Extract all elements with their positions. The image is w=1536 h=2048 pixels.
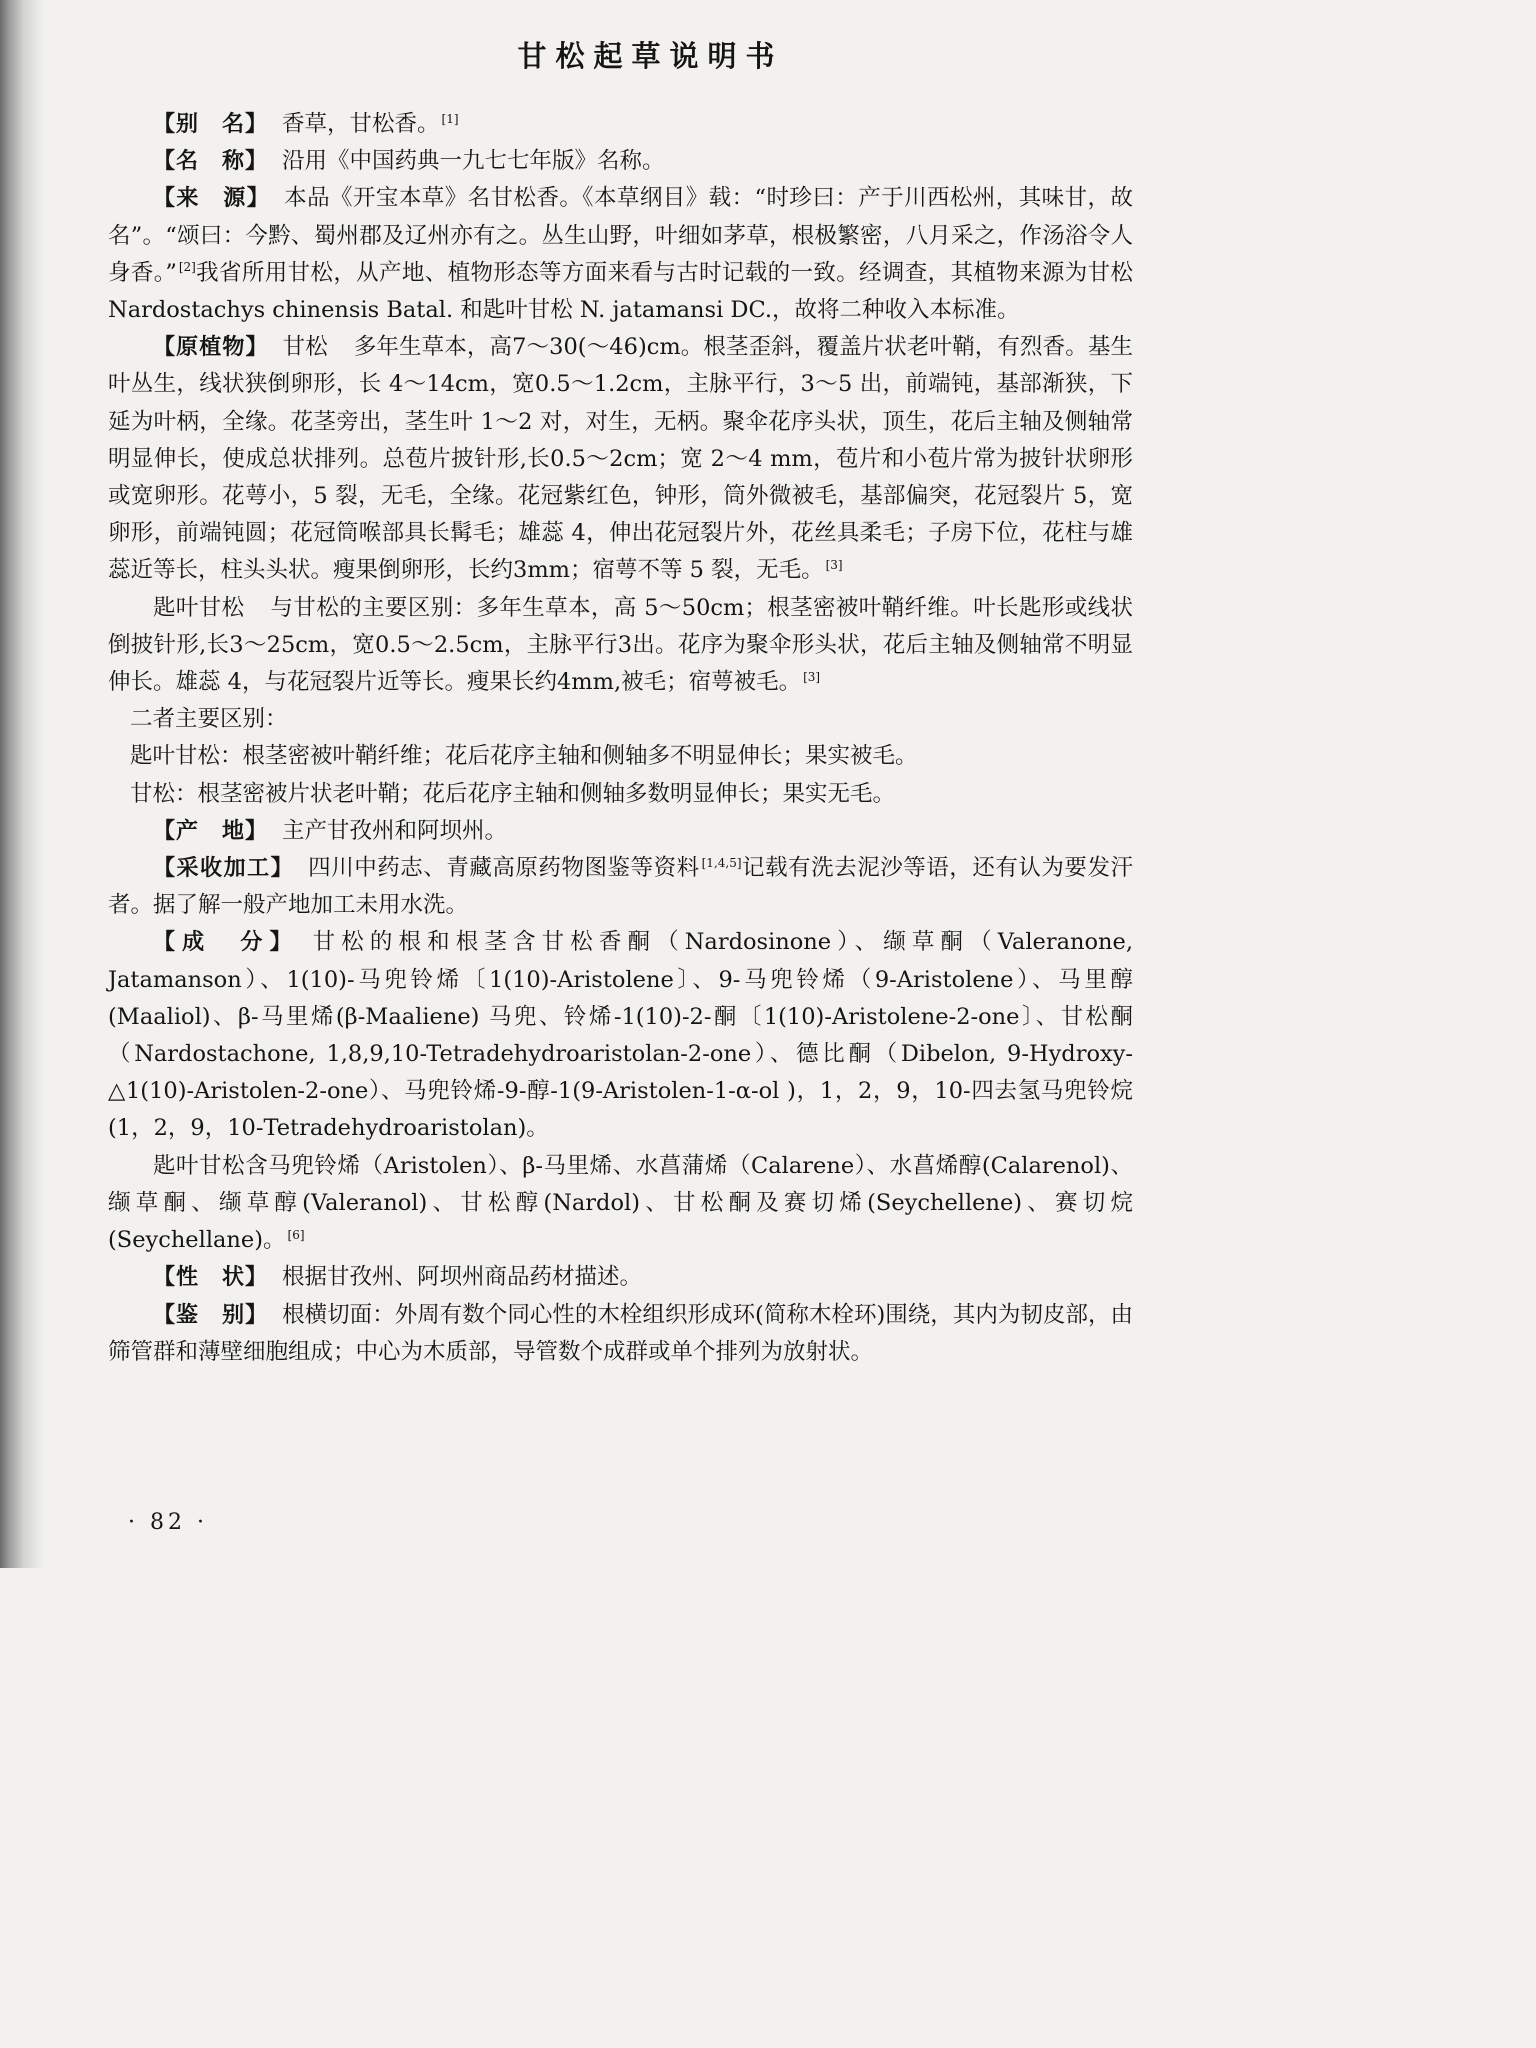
difference-item: 甘松：根茎密被片状老叶鞘；花后花序主轴和侧轴多数明显伸长；果实无毛。 [130,780,896,807]
section-text: 根据甘孜州、阿坝州商品药材描述。 [282,1264,643,1291]
citation: [3] [803,669,821,684]
section-tag: 【成 分】 [153,930,299,956]
citation: [1] [441,111,459,126]
difference-heading: 二者主要区别： [130,706,288,733]
section-origin [108,813,1133,850]
citation: [6] [287,1227,305,1242]
citation: [1,4,5] [701,855,742,870]
citation: [3] [825,557,843,572]
section-text-continued: 记载有洗去泥沙等语，还有认为要发汗者。据了解一般产地加工未用水洗。 [108,855,1133,919]
section-identification [108,1297,1133,1371]
section-text: 主产甘孜州和阿坝州。 [282,817,508,844]
section-text: 多年生草本，高7～30(～46)cm。根茎歪斜，覆盖片状老叶鞘，有烈香。基生叶丛生，线状狭倒卵形，长 4～14cm，宽0.5～1.2cm，主脉平行，3～5 出，前端钝，基部渐狭，下延为叶柄，全缘。花茎旁出，茎生叶 1～2 对，对生，无柄。聚伞花序头状，顶生，花后主轴及侧轴常明显伸长，使成总状排列。总苞片披针形,长0.5～2cm；宽 2～4 mm，苞片和小苞片常为披针状卵形或宽卵形。花萼小，5 裂，无毛，全缘。花冠紫红色，钟形，筒外微被毛，基部偏突，花冠裂片 5，宽卵形，前端钝圆；花冠筒喉部具长髯毛；雄蕊 4，伸出花冠裂片外，花丝具柔毛；子房下位，花柱与雄蕊近等长，柱头头状。瘦果倒卵形，长约3mm；宿萼不等 5 裂，无毛。 [108,334,1133,584]
section-text: 根横切面：外周有数个同心性的木栓组织形成环(简称木栓环)围绕，其内为韧皮部，由筛管群和薄壁细胞组成；中心为木质部，导管数个成群或单个排列为放射状。 [108,1301,1133,1365]
section-text-continued: 我省所用甘松，从产地、植物形态等方面来看与古时记载的一致。经调查，其植物来源为甘松 Nardostachys chinensis Batal. 和匙叶甘松 N. jatamansi DC.，故将二种收入本标准。 [108,259,1133,324]
section-name [108,143,1133,180]
plant-name: 甘松 [282,334,328,361]
plant-name: 匙叶甘松 [153,594,245,621]
section-tag: 【来 源】 [153,186,271,212]
section-text: 本品《开宝本草》名甘松香。《本草纲目》载：“时珍曰：产于川西松州，其味甘，故名”。“颂曰：今黔、蜀州郡及辽州亦有之。丛生山野，叶细如茅草，根极繁密，八月采之，作汤浴令人身香。” [108,185,1133,286]
section-plant [108,329,1133,589]
section-text: 甘松的根和根茎含甘松香酮（Nardosinone）、缬草酮（Valeranone, Jatamanson）、1(10)-马兜铃烯〔1(10)-Aristolene〕、9-马兜铃烯（9-Aristolene）、马里醇(Maaliol)、β-马里烯(β-Maaliene) 马兜、铃烯-1(10)-2-酮〔1(10)-Aristolene-2-one〕、甘松酮（Nardostachone, 1,8,9,10-Tetradehydroaristolan-2-one）、德比酮（Dibelon, 9-Hydroxy-△1(10)-Aristolen-2-one）、马兜铃烯-9-醇-1(9-Aristolen-1-α-ol )，1，2，9，10-四去氢马兜铃烷(1，2，9，10-Tetradehydroaristolan)。 [108,929,1133,1142]
section-processing [108,850,1133,924]
page-title: 甘松起草说明书 [517,39,784,73]
section-text: 与甘松的主要区别：多年生草本，高 5～50cm；根茎密被叶鞘纤维。叶长匙形或线状倒披针形,长3～25cm，宽0.5～2.5cm，主脉平行3出。花序为聚伞形头状，花后主轴及侧轴常不明显伸长。雄蕊 4，与花冠裂片近等长。瘦果长约4mm,被毛；宿萼被毛。 [108,594,1133,696]
section-tag: 【性 状】 [153,1265,269,1291]
page-number: · 82 · [128,1510,208,1535]
section-tag: 【别 名】 [153,112,269,137]
section-text: 香草，甘松香。 [282,111,440,137]
book-spine-shadow [0,0,44,1568]
document-body [108,36,1133,1371]
section-alias [108,106,1133,143]
section-source [108,180,1133,329]
section-tag: 【原植物】 [153,335,269,361]
section-constituents-variant [108,1148,1133,1260]
section-tag: 【产 地】 [153,818,269,844]
section-text: 沿用《中国药典一九七七年版》名称。 [282,148,665,175]
section-tag: 【采收加工】 [153,856,295,882]
section-constituents [108,924,1133,1147]
citation: [2] [178,260,196,275]
difference-item: 匙叶甘松：根茎密被叶鞘纤维；花后花序主轴和侧轴多不明显伸长；果实被毛。 [130,743,918,770]
section-plant-variant [108,590,1133,702]
section-characteristics [108,1259,1133,1296]
section-text: 匙叶甘松含马兜铃烯（Aristolen）、β-马里烯、水菖蒲烯（Calarene）、水菖烯醇(Calarenol)、缬草酮、缬草醇(Valeranol)、甘松醇(Nardol)、甘松酮及赛切烯(Seychellene)、赛切烷(Seychellane)。 [108,1152,1133,1254]
section-text: 四川中药志、青藏高原药物图鉴等资料 [308,855,700,882]
section-tag: 【名 称】 [153,149,269,175]
section-tag: 【鉴 别】 [153,1302,269,1328]
